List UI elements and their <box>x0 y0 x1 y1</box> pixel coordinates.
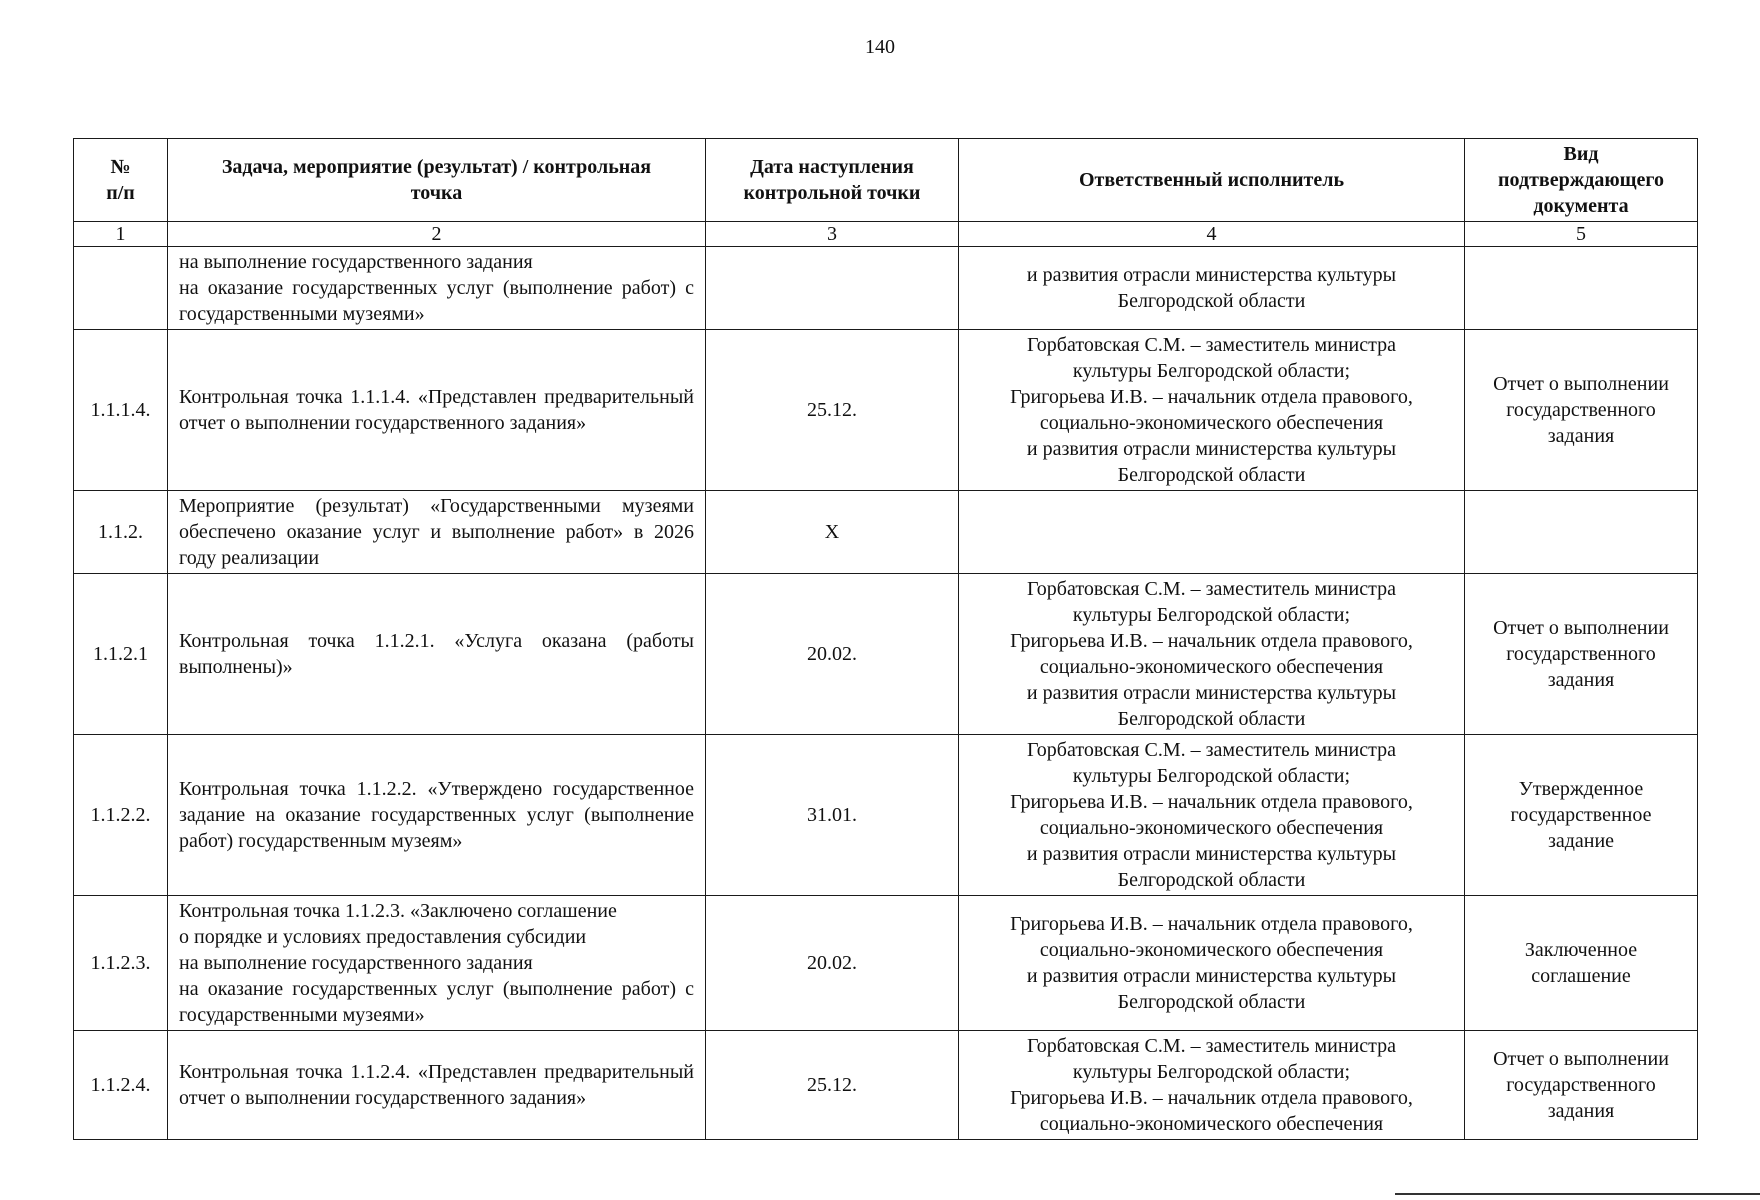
header-num <box>74 139 168 222</box>
responsible-text: культуры Белгородской области; <box>1072 604 1351 626</box>
responsible-text: социально-экономического обеспечения <box>1039 817 1384 839</box>
column-number: 1 <box>74 222 168 247</box>
bottom-rule <box>1395 1193 1760 1195</box>
header-date <box>706 139 959 222</box>
document-text: Отчет о выполнении <box>1493 373 1669 395</box>
task-cell <box>168 574 706 735</box>
responsible-text: Горбатовская С.М. – заместитель министра <box>1027 578 1396 600</box>
document-text: государственное <box>1510 804 1652 826</box>
row-number-cell <box>74 574 168 735</box>
header-responsible-line: Ответственный исполнитель <box>1078 169 1345 191</box>
control-date: 25.12. <box>807 399 857 421</box>
row-number-cell <box>74 491 168 574</box>
task-text: на оказание государственных услуг (выполнение работ) с государственными музеями» <box>179 978 694 1026</box>
document-cell <box>1465 247 1698 330</box>
responsible-text: и развития отрасли министерства культуры <box>1026 438 1397 460</box>
responsible-text: Белгородской области <box>1117 991 1306 1013</box>
responsible-text: и развития отрасли министерства культуры <box>1026 965 1397 987</box>
document-text: Отчет о выполнении <box>1493 1048 1669 1070</box>
task-cell <box>168 330 706 491</box>
responsible-cell <box>959 574 1465 735</box>
task-text: о порядке и условиях предоставления субсидии <box>179 926 587 948</box>
control-date: X <box>824 521 840 543</box>
table-row <box>74 1031 1698 1140</box>
responsible-cell <box>959 330 1465 491</box>
responsible-text: социально-экономического обеспечения <box>1039 412 1384 434</box>
header-task-line: точка <box>410 182 463 204</box>
task-cell <box>168 896 706 1031</box>
document-text: Отчет о выполнении <box>1493 617 1669 639</box>
table-row <box>74 330 1698 491</box>
responsible-text: социально-экономического обеспечения <box>1039 1113 1384 1135</box>
task-text: на выполнение государственного задания <box>179 952 533 974</box>
task-text: Мероприятие (результат) «Государственными музеями обеспечено оказание услуг и выполнение работ» в 2026 году реализации <box>179 495 694 569</box>
responsible-text: Белгородской области <box>1117 290 1306 312</box>
task-text: Контрольная точка 1.1.2.3. «Заключено соглашение <box>179 900 617 922</box>
responsible-text: Белгородской области <box>1117 464 1306 486</box>
document-text: государственного <box>1506 1074 1656 1096</box>
responsible-text: культуры Белгородской области; <box>1072 1061 1351 1083</box>
task-text: Контрольная точка 1.1.2.1. «Услуга оказана (работы выполнены)» <box>179 630 694 678</box>
responsible-cell <box>959 896 1465 1031</box>
task-text: на оказание государственных услуг (выполнение работ) с государственными музеями» <box>179 277 694 325</box>
document-text: Заключенное <box>1524 939 1638 961</box>
responsible-cell <box>959 735 1465 896</box>
column-number: 2 <box>168 222 706 247</box>
task-cell <box>168 735 706 896</box>
responsible-text: Белгородской области <box>1117 708 1306 730</box>
table-row <box>74 574 1698 735</box>
document-text: Утвержденное <box>1518 778 1644 800</box>
document-cell <box>1465 1031 1698 1140</box>
document-text: задания <box>1547 425 1615 447</box>
document-text: государственного <box>1506 399 1656 421</box>
table-row <box>74 247 1698 330</box>
responsible-text: Горбатовская С.М. – заместитель министра <box>1027 739 1396 761</box>
header-document-line: документа <box>1533 195 1629 217</box>
header-document <box>1465 139 1698 222</box>
table-row <box>74 491 1698 574</box>
date-cell <box>706 491 959 574</box>
table-row <box>74 896 1698 1031</box>
responsible-text: Белгородской области <box>1117 869 1306 891</box>
header-date-line: Дата наступления <box>750 156 914 178</box>
header-document-line: подтверждающего <box>1498 169 1664 191</box>
task-text: Контрольная точка 1.1.2.2. «Утверждено государственное задание на оказание государственных услуг (выполнение работ) государственным музеям» <box>179 778 694 852</box>
header-task <box>168 139 706 222</box>
responsible-text: Григорьева И.В. – начальник отдела правового, <box>1010 630 1413 652</box>
control-date: 20.02. <box>807 643 857 665</box>
document-cell <box>1465 896 1698 1031</box>
row-number: 1.1.2.4. <box>90 1074 151 1096</box>
document-text: соглашение <box>1531 965 1631 987</box>
row-number-cell <box>74 247 168 330</box>
document-text: задания <box>1547 1100 1615 1122</box>
responsible-cell <box>959 247 1465 330</box>
page-number: 140 <box>865 36 895 58</box>
responsible-cell <box>959 491 1465 574</box>
responsible-text: социально-экономического обеспечения <box>1039 656 1384 678</box>
row-number: 1.1.2. <box>98 521 143 543</box>
row-number-cell <box>74 735 168 896</box>
responsible-cell <box>959 1031 1465 1140</box>
column-number: 4 <box>959 222 1465 247</box>
responsible-text: Григорьева И.В. – начальник отдела правового, <box>1010 386 1413 408</box>
document-text: задания <box>1547 669 1615 691</box>
date-cell <box>706 735 959 896</box>
header-row <box>74 139 1698 222</box>
table-body <box>74 247 1698 1140</box>
responsible-text: Горбатовская С.М. – заместитель министра <box>1027 334 1396 356</box>
row-number: 1.1.2.3. <box>90 952 151 974</box>
document-cell <box>1465 574 1698 735</box>
task-cell <box>168 247 706 330</box>
responsible-text: культуры Белгородской области; <box>1072 765 1351 787</box>
control-points-table <box>73 138 1698 1140</box>
header-date-line: контрольной точки <box>743 182 921 204</box>
responsible-text: Григорьева И.В. – начальник отдела правового, <box>1010 1087 1413 1109</box>
control-date: 31.01. <box>807 804 857 826</box>
column-number-row <box>74 222 1698 247</box>
responsible-text: Горбатовская С.М. – заместитель министра <box>1027 1035 1396 1057</box>
document-text: государственного <box>1506 643 1656 665</box>
row-number-cell <box>74 1031 168 1140</box>
document-text: задание <box>1547 830 1615 852</box>
task-cell <box>168 491 706 574</box>
header-task-line: Задача, мероприятие (результат) / контрольная <box>221 156 652 178</box>
date-cell <box>706 896 959 1031</box>
responsible-text: Григорьева И.В. – начальник отдела правового, <box>1010 913 1413 935</box>
column-number: 5 <box>1465 222 1698 247</box>
date-cell <box>706 1031 959 1140</box>
column-number: 3 <box>706 222 959 247</box>
responsible-text: культуры Белгородской области; <box>1072 360 1351 382</box>
responsible-text: и развития отрасли министерства культуры <box>1026 264 1397 286</box>
responsible-text: социально-экономического обеспечения <box>1039 939 1384 961</box>
date-cell <box>706 247 959 330</box>
task-cell <box>168 1031 706 1140</box>
control-date: 25.12. <box>807 1074 857 1096</box>
responsible-text: и развития отрасли министерства культуры <box>1026 843 1397 865</box>
date-cell <box>706 330 959 491</box>
task-text: Контрольная точка 1.1.2.4. «Представлен предварительный отчет о выполнении государственного задания» <box>179 1061 694 1109</box>
task-text: на выполнение государственного задания <box>179 251 533 273</box>
document-cell <box>1465 491 1698 574</box>
row-number-cell <box>74 330 168 491</box>
header-responsible <box>959 139 1465 222</box>
header-document-line: Вид <box>1563 143 1599 165</box>
row-number: 1.1.1.4. <box>90 399 151 421</box>
row-number: 1.1.2.1 <box>93 643 148 665</box>
control-date: 20.02. <box>807 952 857 974</box>
row-number-cell <box>74 896 168 1031</box>
header-num-line: п/п <box>106 182 135 204</box>
task-text: Контрольная точка 1.1.1.4. «Представлен предварительный отчет о выполнении государственного задания» <box>179 386 694 434</box>
responsible-text: и развития отрасли министерства культуры <box>1026 682 1397 704</box>
document-cell <box>1465 330 1698 491</box>
document-cell <box>1465 735 1698 896</box>
responsible-text: Григорьева И.В. – начальник отдела правового, <box>1010 791 1413 813</box>
row-number: 1.1.2.2. <box>90 804 151 826</box>
header-num-line: № <box>110 156 131 178</box>
table-row <box>74 735 1698 896</box>
date-cell <box>706 574 959 735</box>
